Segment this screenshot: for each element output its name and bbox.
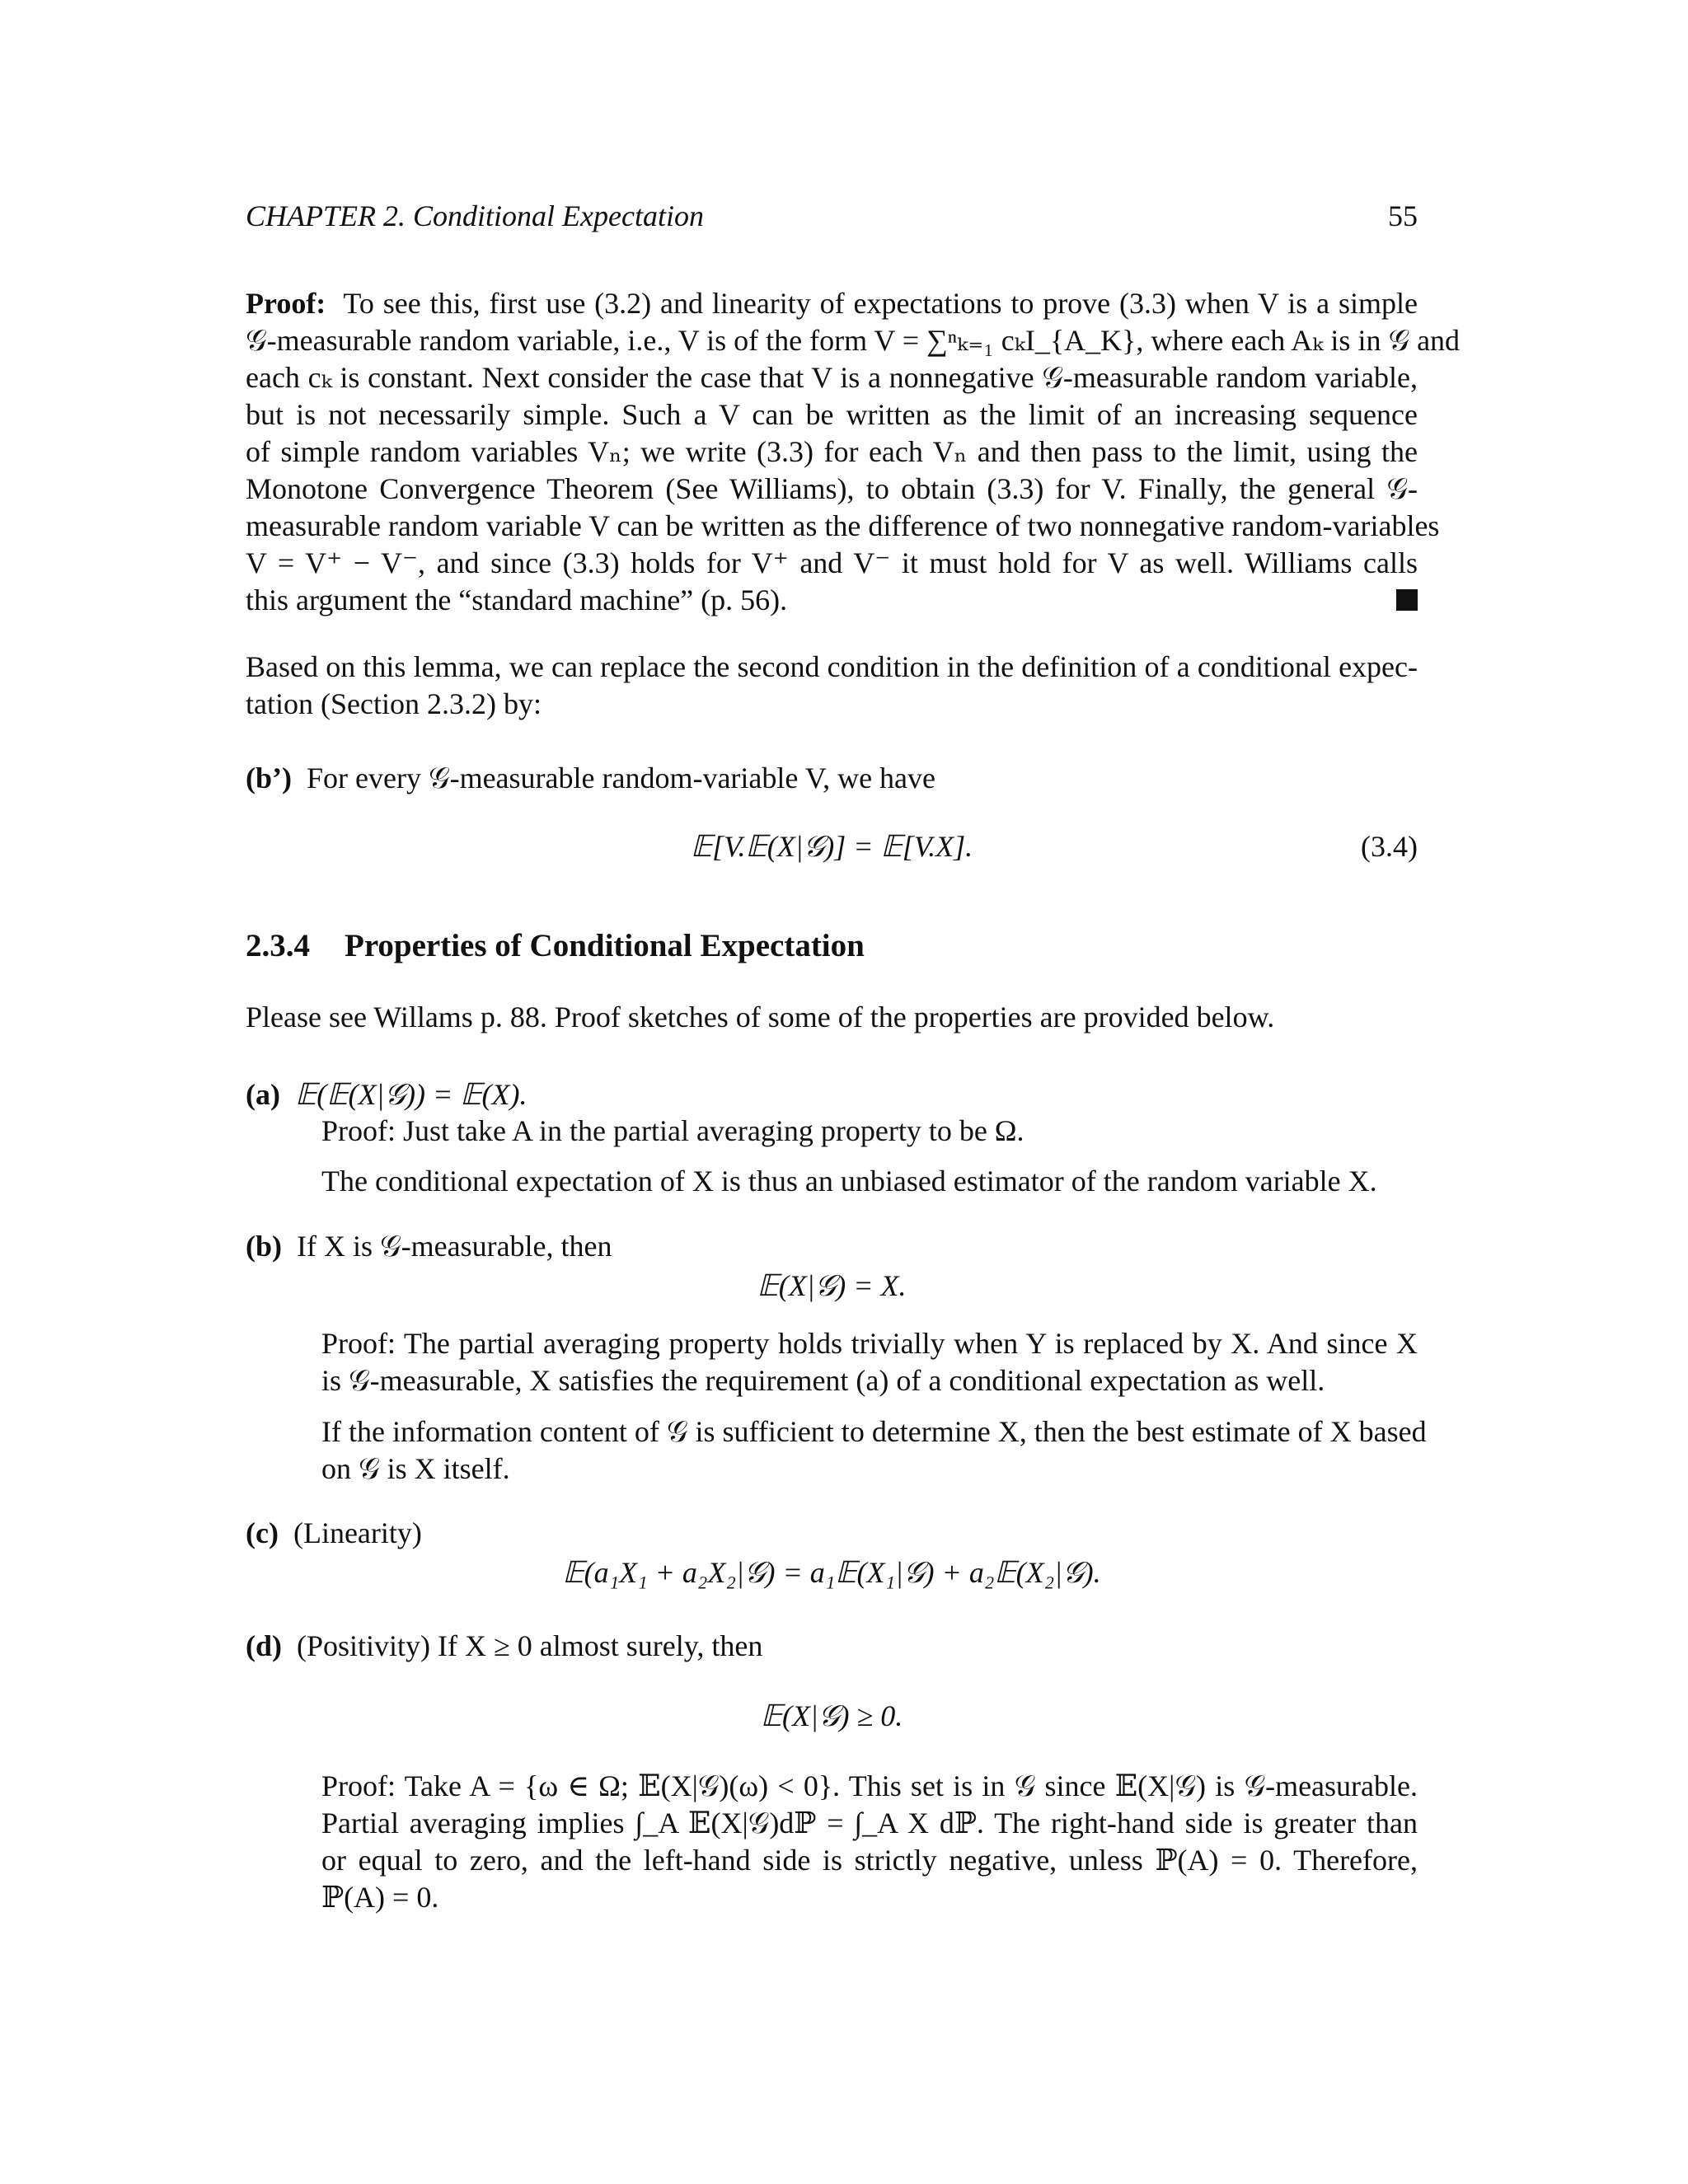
proof-line-6: Monotone Convergence Theorem (See Williams), to obtain (3.3) for V. Finally, the general 𝒢- bbox=[246, 472, 1418, 505]
property-c-equation: 𝔼(a₁X₁ + a₂X₂|𝒢) = a₁𝔼(X₁|𝒢) + a₂𝔼(X₂|𝒢). bbox=[562, 1556, 1101, 1589]
b-prime-label: (b’) bbox=[246, 762, 292, 794]
lemma-line-1: Based on this lemma, we can replace the second condition in the definition of a conditional expec- bbox=[246, 650, 1418, 683]
b-prime-item bbox=[246, 760, 1418, 797]
property-d bbox=[246, 1628, 1418, 1665]
equation-number: (3.4) bbox=[1361, 830, 1418, 863]
proof-label: Proof: bbox=[246, 287, 326, 320]
property-b-statement: If X is 𝒢-measurable, then bbox=[297, 1230, 612, 1263]
proof-paragraph bbox=[246, 285, 1461, 619]
proof-line-2: 𝒢-measurable random variable, i.e., V is of the form V = ∑ⁿₖ₌₁ cₖI_{A_K}, where each Aₖ is in 𝒢 and bbox=[246, 324, 1461, 357]
property-a-proof: Proof: Just take A in the partial averaging property to be Ω. bbox=[321, 1114, 1025, 1147]
lemma-note bbox=[246, 649, 1418, 723]
equation-3-4: 𝔼[V.𝔼(X|𝒢)] = 𝔼[V.X]. (3.4) bbox=[246, 828, 1418, 865]
proof-line-5: of simple random variables Vₙ; we write (3.3) for each Vₙ and then pass to the limit, using the bbox=[246, 435, 1418, 468]
property-b-label: (b) bbox=[246, 1230, 282, 1263]
property-a-remark: The conditional expectation of X is thus an unbiased estimator of the random variable X. bbox=[321, 1165, 1377, 1197]
property-d-equation: 𝔼(X|𝒢) ≥ 0. bbox=[760, 1699, 903, 1732]
property-c-label: (c) bbox=[246, 1516, 279, 1549]
section-number: 2.3.4 bbox=[246, 928, 310, 963]
proof-line-4: but is not necessarily simple. Such a V can be written as the limit of an increasing sequence bbox=[246, 398, 1418, 431]
property-d-label: (d) bbox=[246, 1629, 282, 1662]
property-d-proof: Proof: Take A = {ω ∈ Ω; 𝔼(X|𝒢)(ω) < 0}. This set is in 𝒢 since 𝔼(X|𝒢) is 𝒢-measurable. Partial averaging implies ∫_A 𝔼(X|𝒢)dℙ = ∫_A X dℙ. The right-hand side is greater than or equal to zero, and the left-hand side is strictly negative, unless ℙ(A) = 0. Therefore, ℙ(A) = 0. bbox=[321, 1769, 1418, 1914]
proof-line-9: this argument the “standard machine” (p. 56). bbox=[246, 582, 1418, 619]
property-a-statement: 𝔼(𝔼(X|𝒢)) = 𝔼(X). bbox=[294, 1078, 528, 1111]
section-intro: Please see Willams p. 88. Proof sketches of some of the properties are provided below. bbox=[246, 1001, 1275, 1033]
property-a-label: (a) bbox=[246, 1078, 280, 1111]
running-header: CHAPTER 2. Conditional Expectation bbox=[246, 199, 704, 232]
qed-square-icon bbox=[1396, 589, 1418, 611]
section-heading bbox=[246, 927, 865, 964]
property-b-proof: Proof: The partial averaging property holds trivially when Y is replaced by X. And since X is 𝒢-measurable, X satisfies the requirement (a) of a conditional expectation as well. bbox=[321, 1327, 1418, 1397]
property-a bbox=[246, 1076, 1418, 1113]
property-c-statement: (Linearity) bbox=[293, 1516, 422, 1549]
property-b-equation: 𝔼(X|𝒢) = X. bbox=[757, 1269, 907, 1302]
property-c bbox=[246, 1515, 1418, 1552]
lemma-line-2: tation (Section 2.3.2) by: bbox=[246, 687, 542, 720]
property-b bbox=[246, 1228, 1418, 1265]
page-number: 55 bbox=[1388, 199, 1418, 232]
proof-line-8: V = V⁺ − V⁻, and since (3.3) holds for V⁺ and V⁻ it must hold for V as well. Williams calls bbox=[246, 546, 1418, 579]
proof-line-7: measurable random variable V can be written as the difference of two nonnegative random-variables bbox=[246, 509, 1440, 542]
property-b-remark: If the information content of 𝒢 is sufficient to determine X, then the best estimate of X based on 𝒢 is X itself. bbox=[321, 1415, 1427, 1485]
property-d-statement: (Positivity) If X ≥ 0 almost surely, then bbox=[297, 1629, 763, 1662]
section-title: Properties of Conditional Expectation bbox=[345, 928, 865, 963]
proof-line-3: each cₖ is constant. Next consider the case that V is a nonnegative 𝒢-measurable random variable, bbox=[246, 361, 1418, 394]
proof-line-1: Proof: To see this, first use (3.2) and linearity of expectations to prove (3.3) when V is a simple bbox=[246, 287, 1418, 320]
b-prime-text: For every 𝒢-measurable random-variable V, we have bbox=[307, 762, 936, 794]
